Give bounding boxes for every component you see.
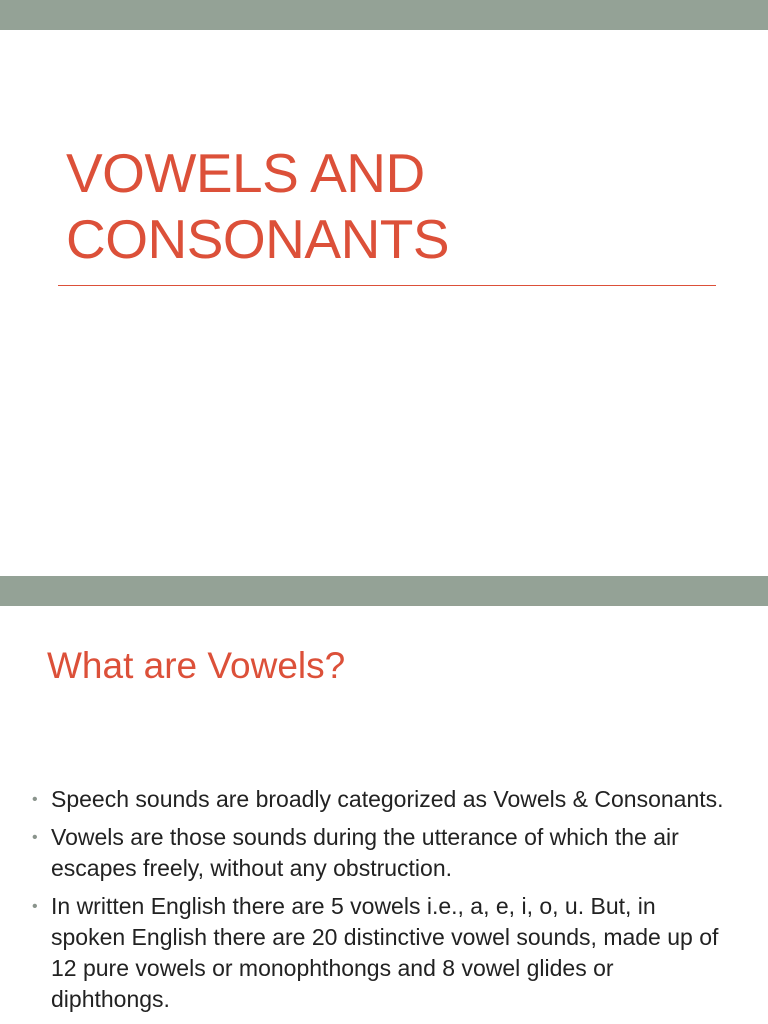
title-underline bbox=[58, 285, 716, 286]
bullet-text: In written English there are 5 vowels i.e., a, e, i, o, u. But, in spoken English there are 20 distinctive vowel sounds, made up of 12 pure vowels or monophthongs and 8 vowel glides or diphthongs. bbox=[51, 893, 719, 1012]
bullet-item bbox=[32, 784, 732, 815]
bullet-item bbox=[32, 891, 732, 1015]
bullet-text: Vowels are those sounds during the utterance of which the air escapes freely, without any obstruction. bbox=[51, 824, 679, 881]
bullet-item bbox=[32, 822, 732, 884]
bullet-list bbox=[32, 784, 732, 1022]
slide-heading: What are Vowels? bbox=[47, 645, 346, 686]
bullet-icon: • bbox=[32, 791, 38, 808]
bullet-text: Speech sounds are broadly categorized as Vowels & Consonants. bbox=[51, 786, 724, 812]
slide-header-bar bbox=[0, 0, 768, 30]
bullet-icon: • bbox=[32, 898, 38, 915]
bullet-icon: • bbox=[32, 829, 38, 846]
slide-title: VOWELS AND CONSONANTS bbox=[66, 142, 450, 270]
slide-header-bar bbox=[0, 576, 768, 606]
content-slide bbox=[0, 576, 768, 1024]
